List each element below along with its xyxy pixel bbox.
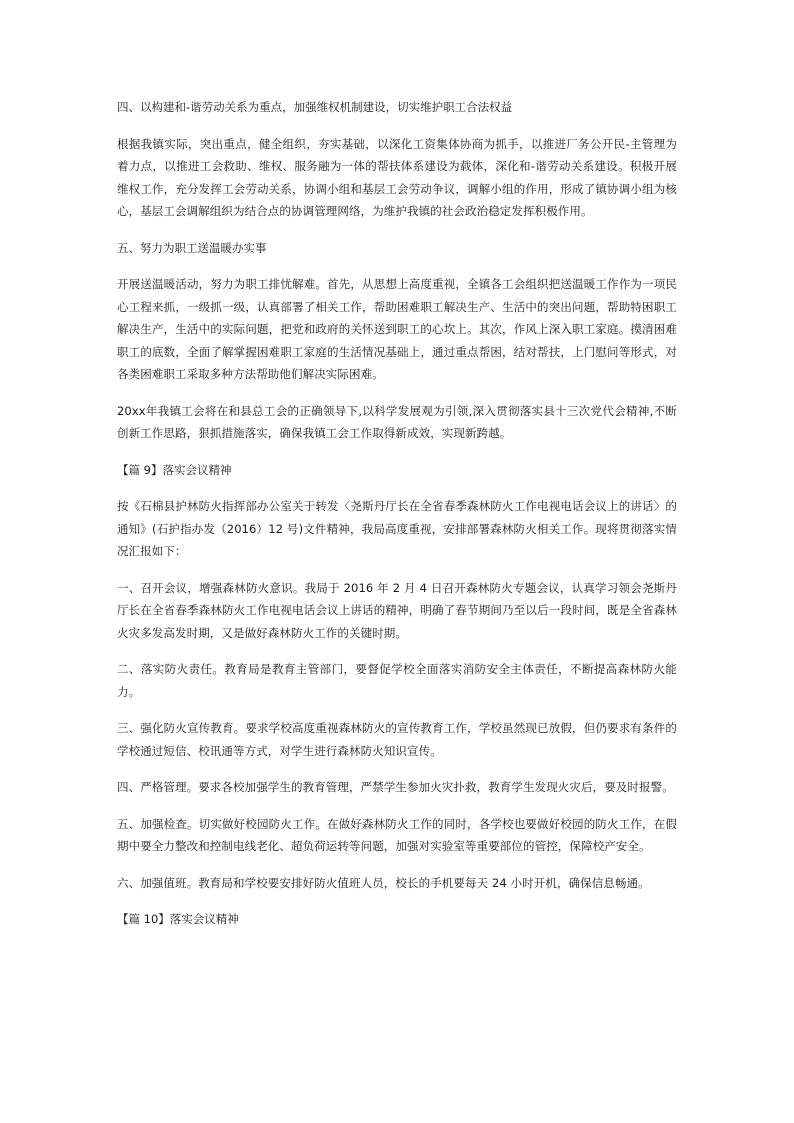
document-page (117, 96, 677, 931)
piece9-intro: 按《石棉县护林防火指挥部办公室关于转发〈尧斯丹厅长在全省春季森林防火工作电视电话会议上的讲话〉的通知》(石护指办发（2016）12 号)文件精神，我局高度重视，安排部署森林防火相关工作。现将贯彻落实情况汇报如下： (117, 499, 677, 558)
item-5: 五、加强检查。切实做好校园防火工作。在做好森林防火工作的同时，各学校也要做好校园的防火工作，在假期中要全力整改和控制电线老化、超负荷运转等问题，加强对实验室等重要部位的管控，保障校产安全。 (117, 816, 677, 853)
item-6: 六、加强值班。教育局和学校要安排好防火值班人员，校长的手机要每天 24 小时开机，确保信息畅通。 (117, 875, 650, 890)
section5-body: 开展送温暖活动，努力为职工排忧解难。首先，从思想上高度重视，全镇各工会组织把送温暖工作作为一项民心工程来抓，一级抓一级，认真部署了相关工作，帮助困难职工解决生产、生活中的突出问题，帮助特困职工解决生产，生活中的实际问题，把党和政府的关怀送到职工的心坎上。其次，作风上深入职工家庭。摸清困难职工的底数，全面了解掌握困难职工家庭的生活情况基础上，通过重点帮困，结对帮扶，上门慰问等形式，对各类困难职工采取多种方法帮助他们解决实际困难。 (117, 277, 677, 381)
item-4: 四、严格管理。要求各校加强学生的教育管理，严禁学生参加火灾扑救，教育学生发现火灾后，要及时报警。 (117, 780, 674, 794)
section4-body: 根据我镇实际，突出重点，健全组织，夯实基础，以深化工资集体协商为抓手，以推进厂务公开民-主管理为着力点，以推进工会救助、维权、服务融为一体的帮扶体系建设为载体，深化和-谐劳动关系建设。积极开展维权工作，充分发挥工会劳动关系，协调小组和基层工会劳动争议，调解小组的作用，形成了镇协调小组为核心，基层工会调解组织为结合点的协调管理网络，为维护我镇的社会政治稳定发挥积极作用。 (117, 136, 677, 218)
section5-heading: 五、努力为职工送温暖办实事 (117, 240, 267, 255)
piece10-title: 【篇 10】落实会议精神 (117, 912, 239, 926)
piece9-title: 【篇 9】落实会议精神 (117, 462, 232, 477)
item-3: 三、强化防火宣传教育。要求学校高度重视森林防火的宣传教育工作，学校虽然现已放假，但仍要求有条件的学校通过短信、校讯通等方式，对学生进行森林防火知识宣传。 (117, 721, 677, 758)
section4-heading: 四、以构建和-谐劳动关系为重点，加强维权机制建设，切实维护职工合法权益 (117, 100, 513, 114)
closing-paragraph: 20xx年我镇工会将在和县总工会的正确领导下,以科学发展观为引领,深入贯彻落实县十三次党代会精神,不断创新工作思路，狠抓措施落实，确保我镇工会工作取得新成效，实现新跨越。 (117, 403, 677, 440)
item-2: 二、落实防火责任。教育局是教育主管部门，要督促学校全面落实消防安全主体责任，不断提高森林防火能力。 (117, 662, 677, 699)
item-1: 一、召开会议，增强森林防火意识。我局于 2016 年 2 月 4 日召开森林防火专题会议，认真学习领会尧斯丹厅长在全省春季森林防火工作电视电话会议上讲话的精神，明确了春节期间乃至以后一段时间，既是全省森林火灾多发高发时期，又是做好森林防火工作的关键时期。 (117, 580, 677, 640)
